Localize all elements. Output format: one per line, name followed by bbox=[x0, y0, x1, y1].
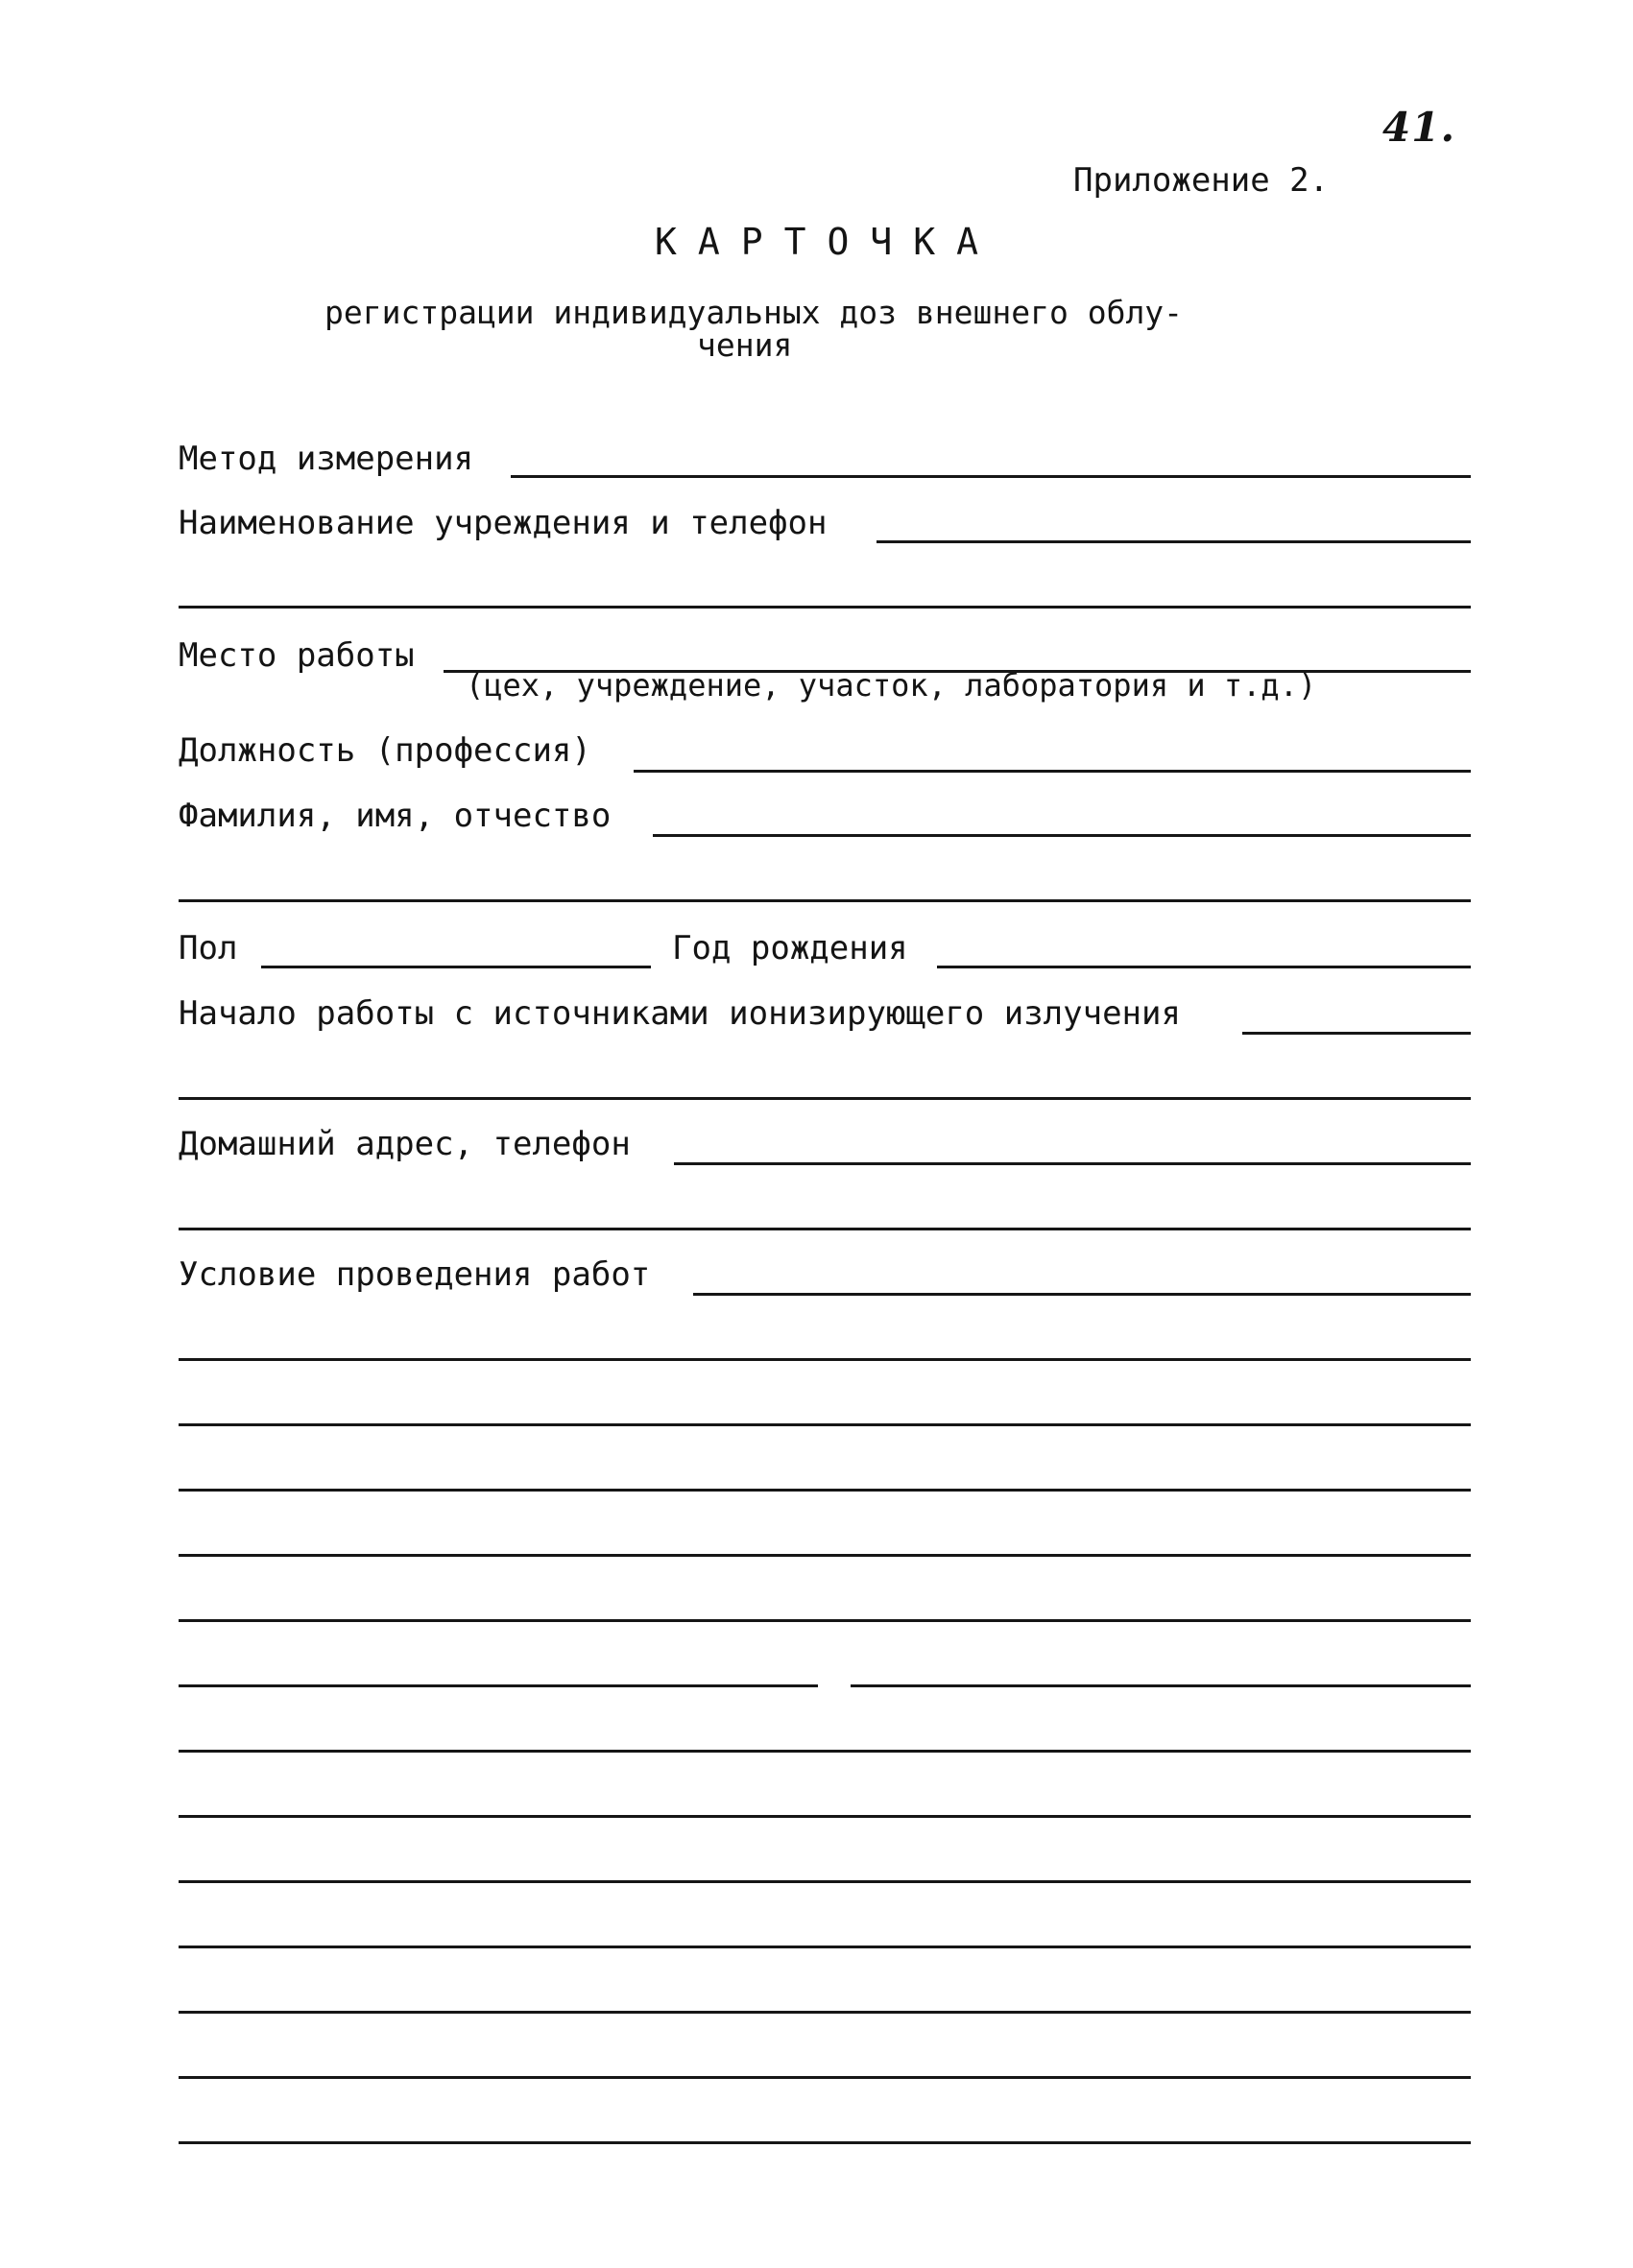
workplace-label: Место работы bbox=[179, 636, 415, 675]
measurement-method-field[interactable] bbox=[511, 475, 1471, 478]
work-conditions-line[interactable] bbox=[179, 2076, 1471, 2079]
institution-phone-label: Наименование учреждения и телефон bbox=[179, 504, 828, 542]
workplace-hint: (цех, учреждение, участок, лаборатория и т.д.) bbox=[466, 667, 1317, 704]
measurement-method-label: Метод измерения bbox=[179, 440, 474, 478]
institution-phone-field-continued[interactable] bbox=[179, 606, 1471, 609]
full-name-field-continued[interactable] bbox=[179, 899, 1471, 902]
home-address-field[interactable] bbox=[674, 1162, 1471, 1165]
work-conditions-line[interactable] bbox=[179, 1684, 818, 1687]
work-start-field[interactable] bbox=[1242, 1032, 1471, 1035]
work-conditions-line[interactable] bbox=[179, 1489, 1471, 1492]
card-subtitle-line1: регистрации индивидуальных доз внешнего облу- bbox=[324, 294, 1184, 331]
position-label: Должность (профессия) bbox=[179, 731, 591, 770]
work-conditions-line[interactable] bbox=[179, 1554, 1471, 1557]
work-conditions-line[interactable] bbox=[179, 1750, 1471, 1753]
work-conditions-line[interactable] bbox=[179, 1946, 1471, 1948]
card-subtitle-line2: чения bbox=[697, 326, 793, 364]
work-conditions-line[interactable] bbox=[179, 1619, 1471, 1622]
full-name-label: Фамилия, имя, отчество bbox=[179, 797, 612, 835]
sex-label: Пол bbox=[179, 929, 238, 967]
card-title: КАРТОЧКА bbox=[654, 221, 1000, 263]
full-name-field[interactable] bbox=[653, 834, 1471, 837]
work-conditions-line[interactable] bbox=[851, 1684, 1471, 1687]
work-start-field-continued[interactable] bbox=[179, 1097, 1471, 1100]
sex-field[interactable] bbox=[261, 966, 651, 968]
institution-phone-field[interactable] bbox=[877, 540, 1471, 543]
work-conditions-line[interactable] bbox=[179, 1815, 1471, 1818]
home-address-label: Домашний адрес, телефон bbox=[179, 1125, 631, 1163]
appendix-label: Приложение 2. bbox=[1073, 161, 1330, 200]
work-conditions-label: Условие проведения работ bbox=[179, 1255, 651, 1294]
work-start-label: Начало работы с источниками ионизирующего излучения bbox=[179, 994, 1181, 1033]
position-field[interactable] bbox=[634, 770, 1471, 773]
work-conditions-line[interactable] bbox=[179, 2141, 1471, 2144]
birth-year-field[interactable] bbox=[937, 966, 1471, 968]
work-conditions-line[interactable] bbox=[179, 1358, 1471, 1361]
birth-year-label: Год рождения bbox=[672, 929, 908, 967]
work-conditions-line[interactable] bbox=[179, 1423, 1471, 1426]
page-number: 41. bbox=[1382, 104, 1456, 151]
work-conditions-field[interactable] bbox=[693, 1293, 1471, 1296]
home-address-field-continued[interactable] bbox=[179, 1228, 1471, 1230]
work-conditions-line[interactable] bbox=[179, 1880, 1471, 1883]
work-conditions-line[interactable] bbox=[179, 2011, 1471, 2014]
